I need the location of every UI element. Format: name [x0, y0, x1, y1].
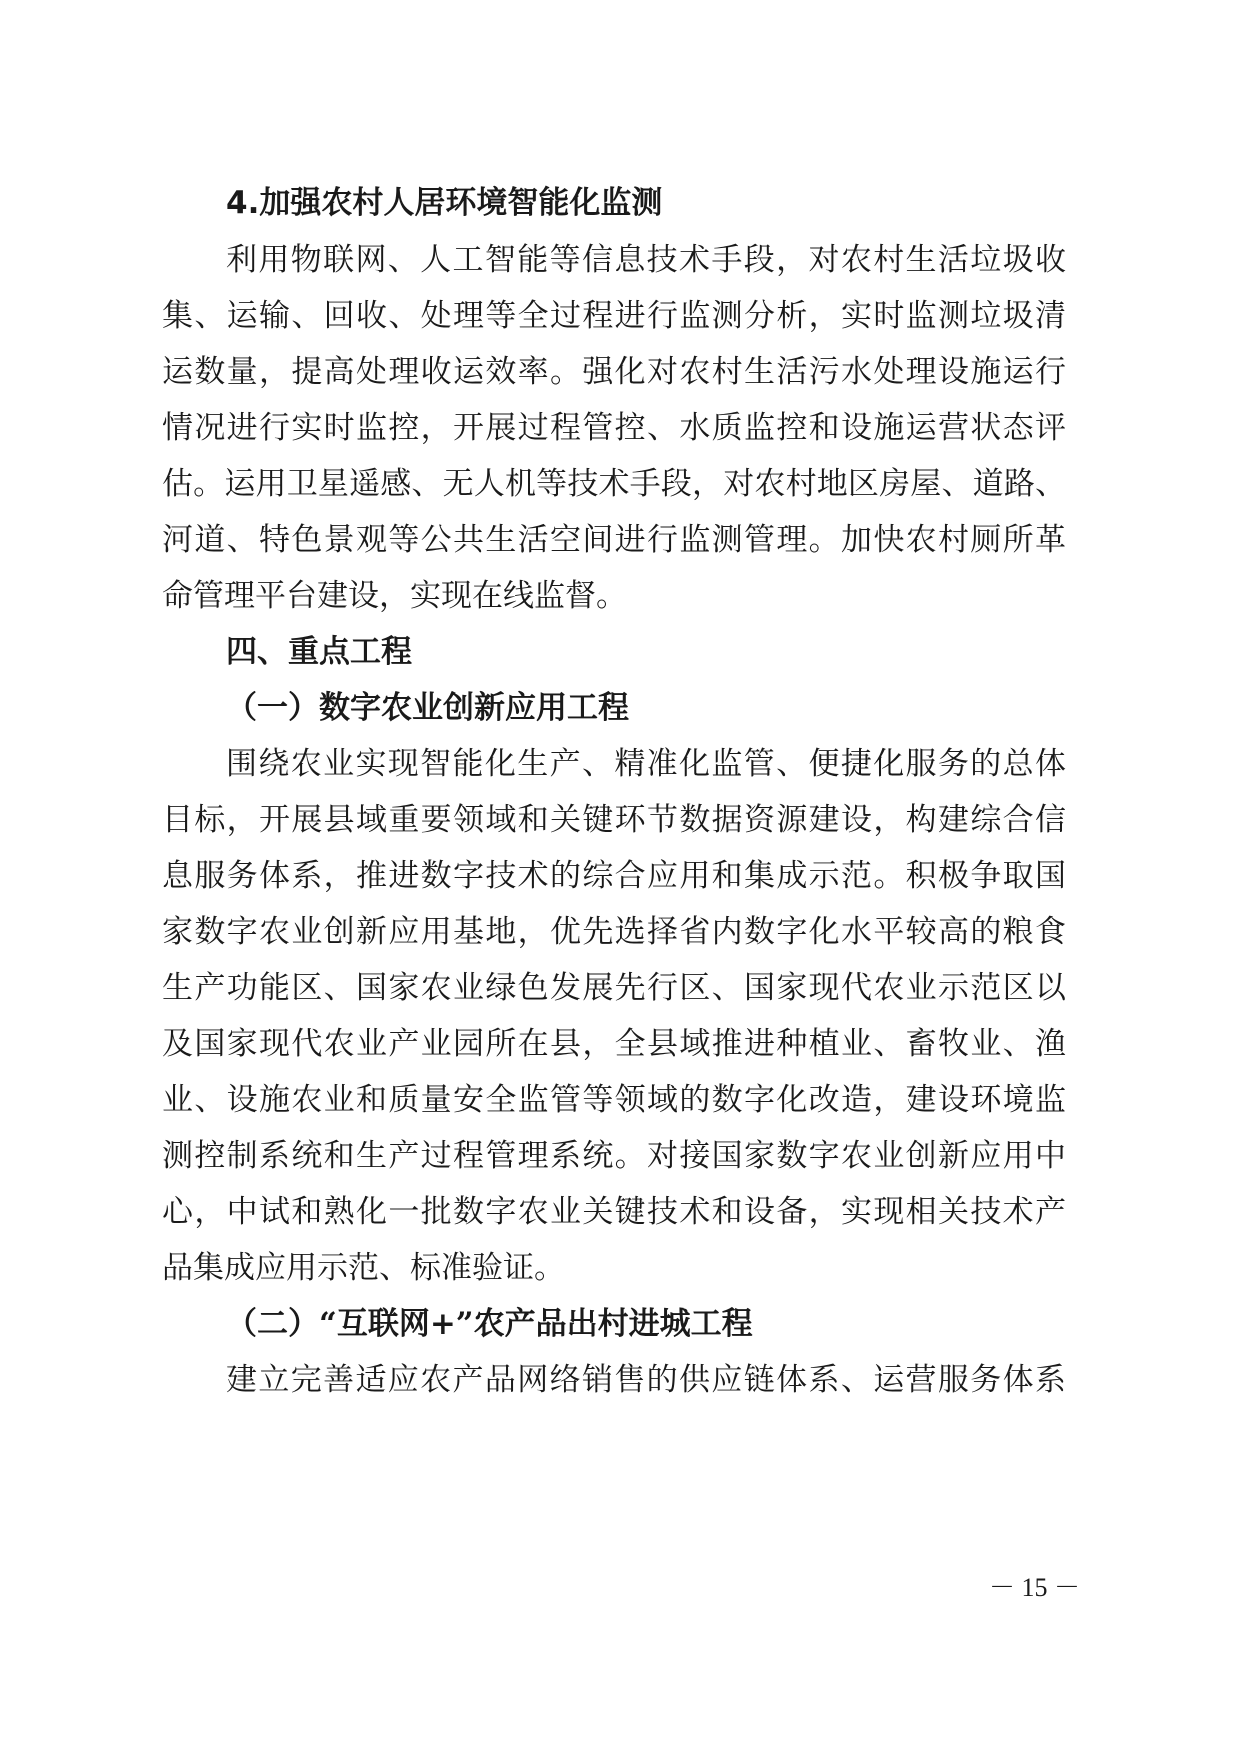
paragraph-line: 估。运用卫星遥感、无人机等技术手段，对农村地区房屋、道路、: [162, 466, 1066, 502]
page-number: － 15 －: [988, 1573, 1080, 1602]
paragraph-line: 家数字农业创新应用基地，优先选择省内数字化水平较高的粮食: [162, 914, 1066, 950]
paragraph-line: 围绕农业实现智能化生产、精准化监管、便捷化服务的总体: [226, 746, 1066, 782]
paragraph-line: 利用物联网、人工智能等信息技术手段，对农村生活垃圾收: [226, 242, 1066, 278]
section-heading-4: 4.加强农村人居环境智能化监测: [226, 185, 663, 221]
subsection-heading-1: （一）数字农业创新应用工程: [226, 690, 629, 726]
paragraph-line: 息服务体系，推进数字技术的综合应用和集成示范。积极争取国: [162, 858, 1066, 894]
paragraph-line: 及国家现代农业产业园所在县，全县域推进种植业、畜牧业、渔: [162, 1026, 1066, 1062]
paragraph-line: 生产功能区、国家农业绿色发展先行区、国家现代农业示范区以: [162, 970, 1066, 1006]
paragraph-line: 集、运输、回收、处理等全过程进行监测分析，实时监测垃圾清: [162, 298, 1066, 334]
section-heading-major: 四、重点工程: [226, 634, 412, 670]
paragraph-line: 河道、特色景观等公共生活空间进行监测管理。加快农村厕所革: [162, 522, 1066, 558]
paragraph-line: 品集成应用示范、标准验证。: [162, 1250, 565, 1286]
paragraph-line: 目标，开展县域重要领域和关键环节数据资源建设，构建综合信: [162, 802, 1066, 838]
paragraph-line: 运数量，提高处理收运效率。强化对农村生活污水处理设施运行: [162, 354, 1066, 390]
paragraph-line: 建立完善适应农产品网络销售的供应链体系、运营服务体系: [226, 1362, 1066, 1398]
paragraph-line: 业、设施农业和质量安全监管等领域的数字化改造，建设环境监: [162, 1082, 1066, 1118]
paragraph-line: 测控制系统和生产过程管理系统。对接国家数字农业创新应用中: [162, 1138, 1066, 1174]
subsection-heading-2: （二）“互联网+”农产品出村进城工程: [226, 1306, 753, 1342]
paragraph-line: 情况进行实时监控，开展过程管控、水质监控和设施运营状态评: [162, 410, 1066, 446]
paragraph-line: 心，中试和熟化一批数字农业关键技术和设备，实现相关技术产: [162, 1194, 1066, 1230]
paragraph-line: 命管理平台建设，实现在线监督。: [162, 578, 627, 614]
